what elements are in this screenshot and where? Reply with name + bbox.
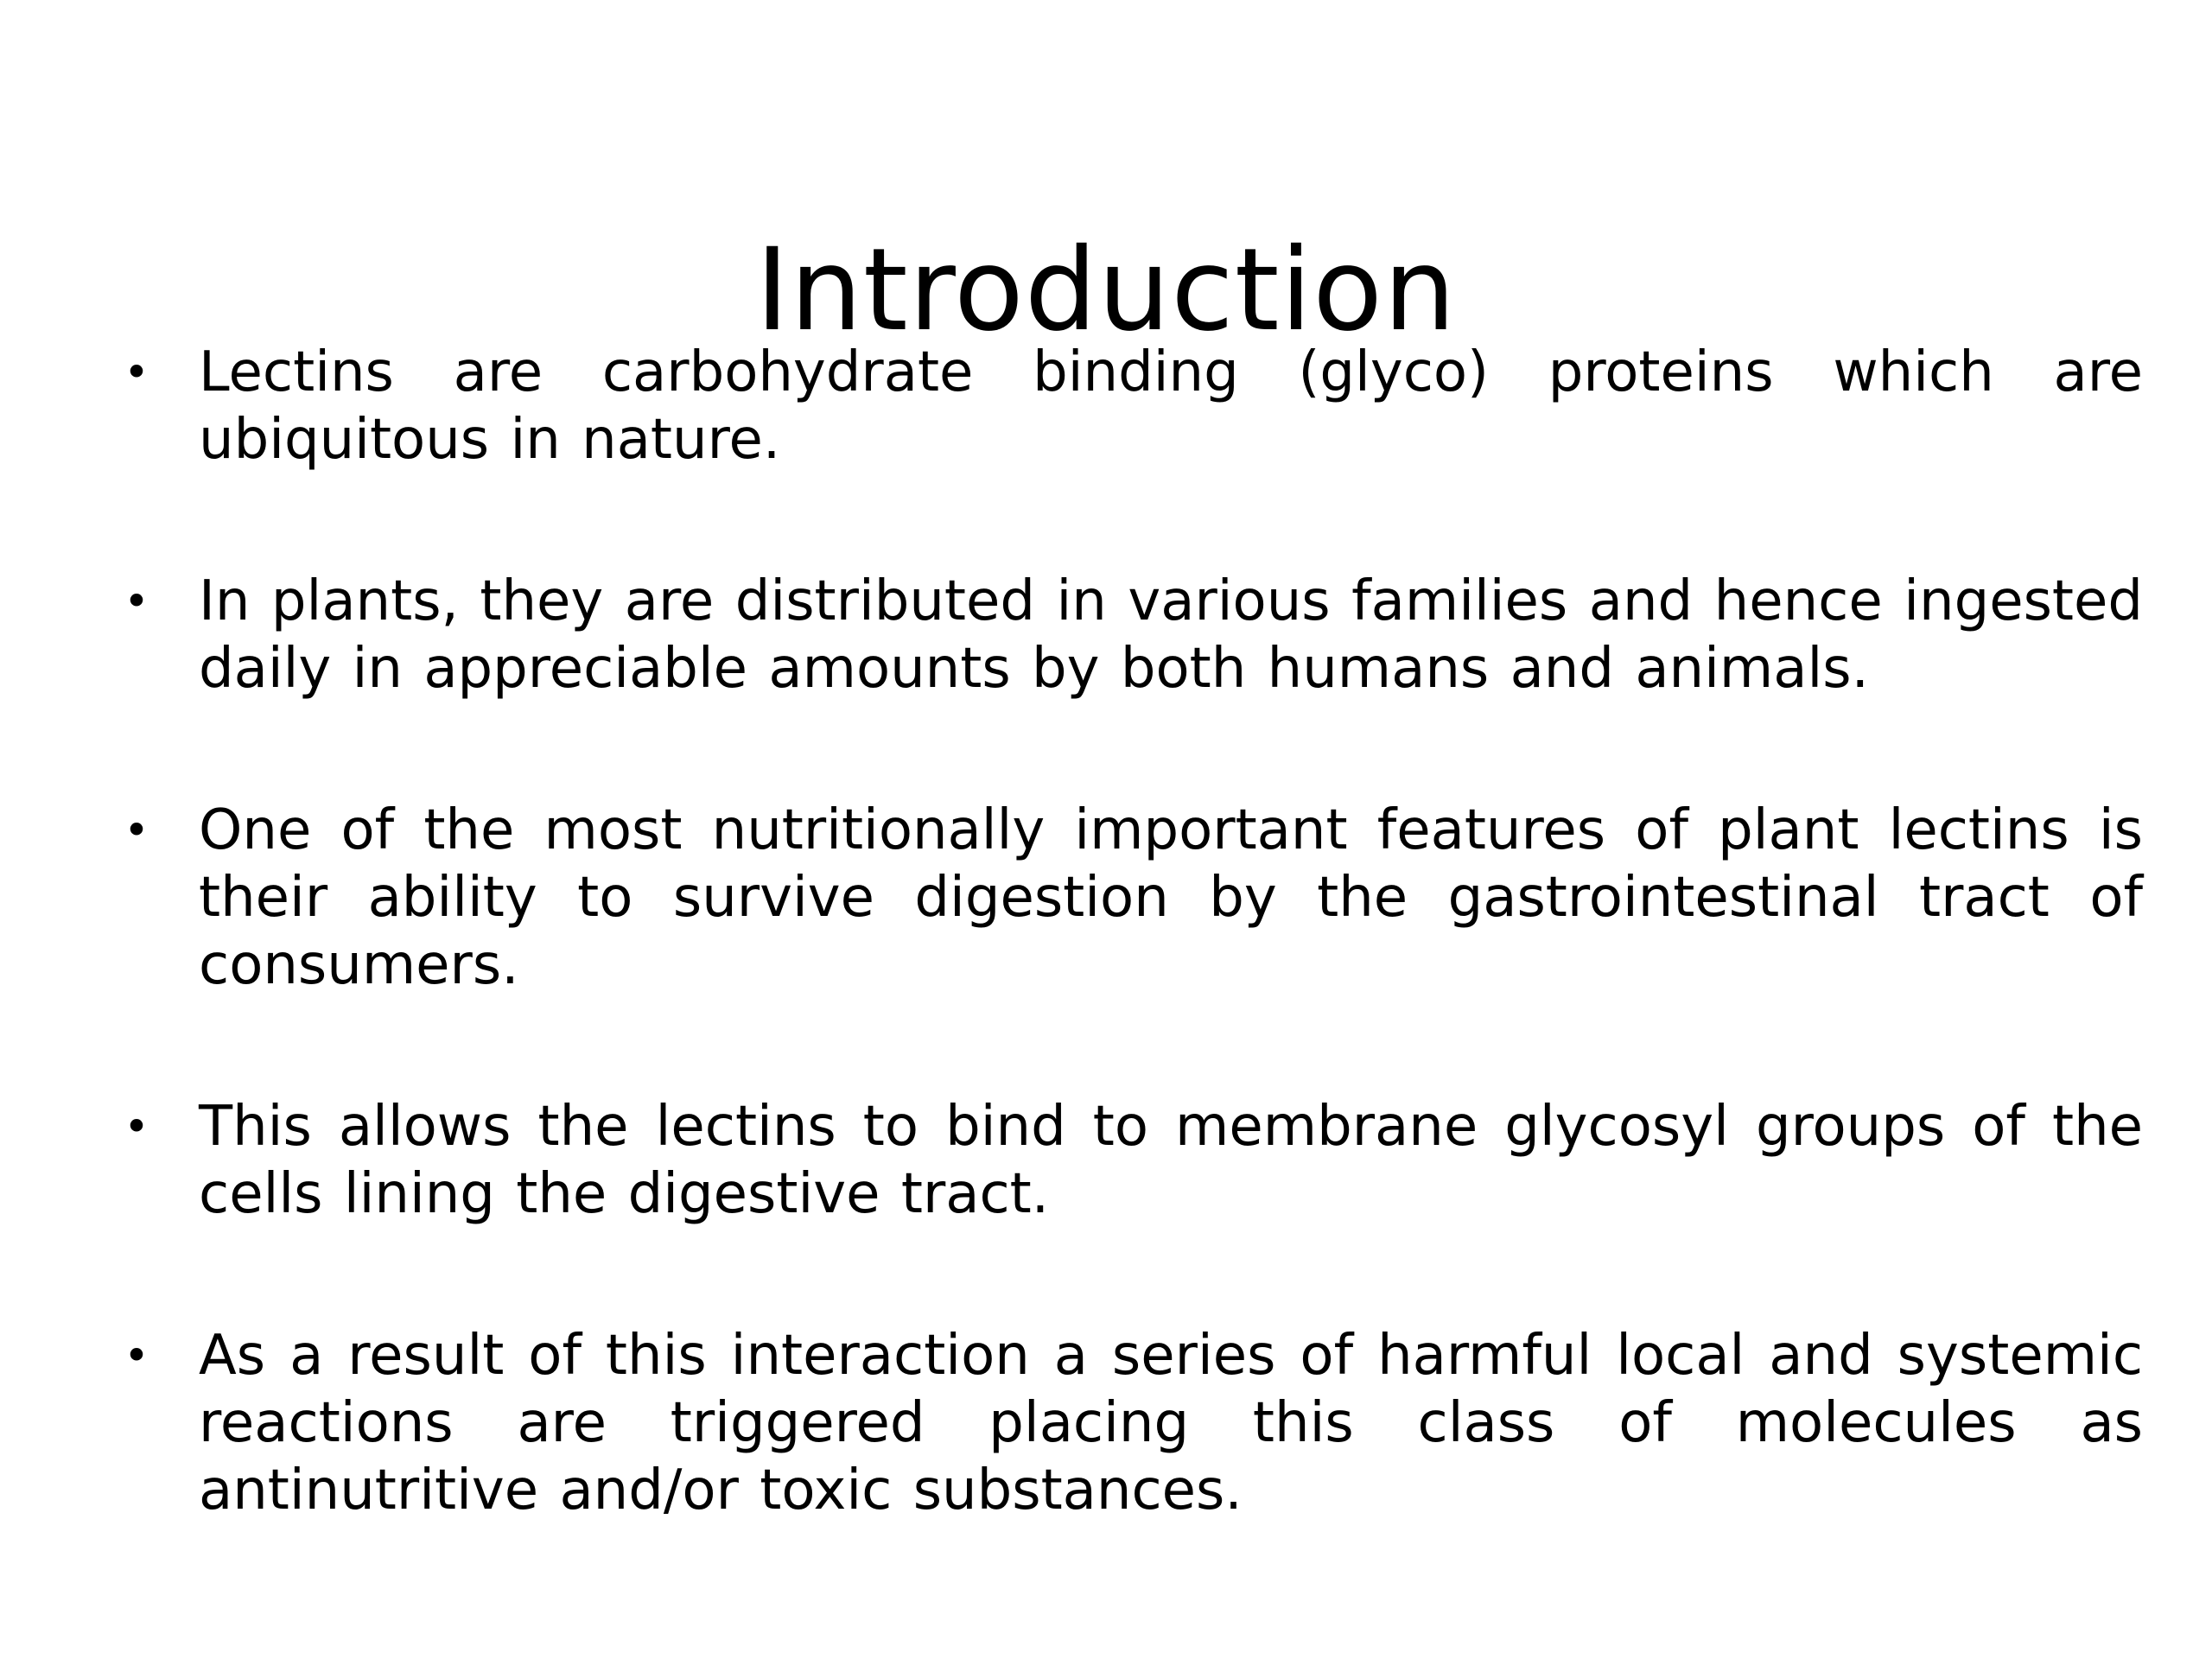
bullet-list bbox=[124, 339, 2143, 1524]
slide-title: Introduction bbox=[755, 224, 1457, 358]
bullet-text: As a result of this interaction a series of harmful local and systemic reactions are triggered placing this class of molecules as antinutritive and/or toxic substances. bbox=[199, 1324, 2143, 1522]
bullet-text: In plants, they are distributed in various families and hence ingested daily in appreciable amounts by both humans and animals. bbox=[199, 569, 2143, 701]
bullet-text: One of the most nutritionally important features of plant lectins is their ability to survive digestion by the gastrointestinal tract of consumers. bbox=[199, 798, 2143, 997]
bullet-item bbox=[124, 568, 2143, 702]
bullet-item bbox=[124, 1093, 2143, 1228]
bullet-text: Lectins are carbohydrate binding (glyco) proteins which are ubiquitous in nature. bbox=[199, 340, 2143, 472]
bullet-item bbox=[124, 797, 2143, 999]
bullet-icon: • bbox=[124, 1331, 149, 1381]
bullet-text: This allows the lectins to bind to membrane glycosyl groups of the cells lining the digestive tract. bbox=[199, 1095, 2143, 1226]
bullet-icon: • bbox=[124, 347, 149, 397]
bullet-item bbox=[124, 1322, 2143, 1524]
bullet-icon: • bbox=[124, 805, 149, 855]
bullet-icon: • bbox=[124, 576, 149, 626]
bullet-item bbox=[124, 339, 2143, 474]
bullet-icon: • bbox=[124, 1102, 149, 1152]
